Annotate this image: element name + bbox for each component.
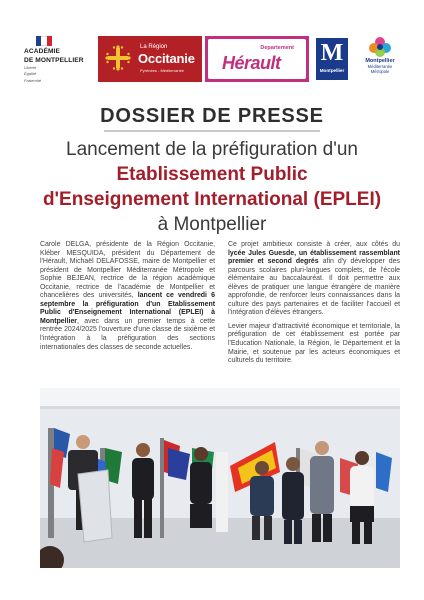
- motto-fraternite: Fraternité: [24, 77, 42, 83]
- metropole-line1: Montpellier: [365, 58, 395, 64]
- metropole-flower-icon: [367, 36, 393, 58]
- metropole-line2: Méditerranée: [367, 64, 393, 69]
- montpellier-city-logo: [316, 38, 348, 80]
- occitanie-prefix: La Région: [140, 44, 168, 50]
- body-column-left: [40, 241, 215, 357]
- title-underline: [104, 130, 320, 132]
- body-column-right: [228, 241, 400, 371]
- headline-line-4: à Montpellier: [157, 214, 267, 235]
- metropole-line3: Métropole: [370, 69, 390, 74]
- headline-line-3: d'Enseignement International (EPLEI): [42, 189, 382, 210]
- project-text-1: Ce projet ambitieux consiste à créer, aux côtés du: [228, 241, 400, 248]
- motto-liberte: Liberté: [24, 65, 37, 70]
- montpellier-m-letter: M: [320, 40, 344, 66]
- headline-line-2: Etablissement Public: [116, 164, 308, 185]
- montpellier-city-name: Montpellier: [319, 68, 345, 73]
- region-occitanie-logo: [98, 36, 202, 82]
- headline-line-1: Lancement de la préfiguration d'un: [66, 139, 358, 160]
- departement-herault-logo: [205, 36, 309, 82]
- motto-egalite: Égalité: [24, 71, 37, 77]
- occitanie-name: Occitanie: [138, 51, 195, 66]
- project-text-2: afin d'y développer des parcours scolaires pluri-langues complets, de l'école élémentaire au baccalauréat. Il doit permettre aux élèves de pratiquer une langue étrangère de manière approfondie, de renforcer leurs connaissances dans la culture des pays partenaires et de faciliter l'accueil et l'intégration d'élèves étrangers.: [228, 258, 400, 317]
- intro-text-bold: lancent ce vendredi 6 septembre la préfiguration d'un Etablissement Public d'Enseignement International (EPLEI) à Montpellier: [40, 292, 215, 325]
- document-title: DOSSIER DE PRESSE: [100, 105, 324, 127]
- french-flag-icon: [36, 36, 52, 46]
- occitan-cross-icon: [105, 45, 131, 71]
- project-paragraph: [228, 241, 400, 318]
- occitanie-subtitle: Pyrénées - Méditerranée: [140, 68, 185, 73]
- academie-location: DE MONTPELLIER: [24, 57, 84, 64]
- intro-text-2: , avec dans un premier temps à cette rentrée 2024/2025 l'ouverture d'une classe de sixième et l'intégration à la préfiguration des sections internationales des classes de seconde actuelles.: [40, 317, 215, 351]
- academie-montpellier-logo: [24, 36, 92, 82]
- partner-logos: [24, 36, 404, 86]
- montpellier-metropole-logo: [354, 36, 406, 82]
- herault-prefix: Departement: [260, 45, 294, 51]
- headline: [0, 137, 424, 237]
- attractivity-paragraph: Levier majeur d'attractivité économique et territoriale, la préfiguration de cet établissement est portée par l'Education Nationale, la Région, le Département et la Mairie, et soutenue par les acteurs économiques et culturels du territoire.: [228, 322, 400, 365]
- academie-label: ACADÉMIE: [24, 48, 60, 55]
- event-photo-illustration: [40, 388, 400, 568]
- project-text-bold: lycée Jules Guesde, un établissement rassemblant premier et second degrés: [228, 249, 400, 266]
- intro-paragraph: [40, 241, 215, 352]
- event-photo: [40, 388, 400, 568]
- intro-text-1: Carole DELGA, présidente de la Région Occitanie, Kléber MESQUIDA, président du Département de l'Hérault, Michaël DELAFOSSE, maire de Montpellier et président de Montpellier Méditerranée Métropole et Sophie BEJEAN, rectrice de la région académique Occitanie, rectrice de l'académie de Montpellier et chancelières des universités,: [40, 241, 215, 300]
- herault-name: Hérault: [222, 53, 281, 73]
